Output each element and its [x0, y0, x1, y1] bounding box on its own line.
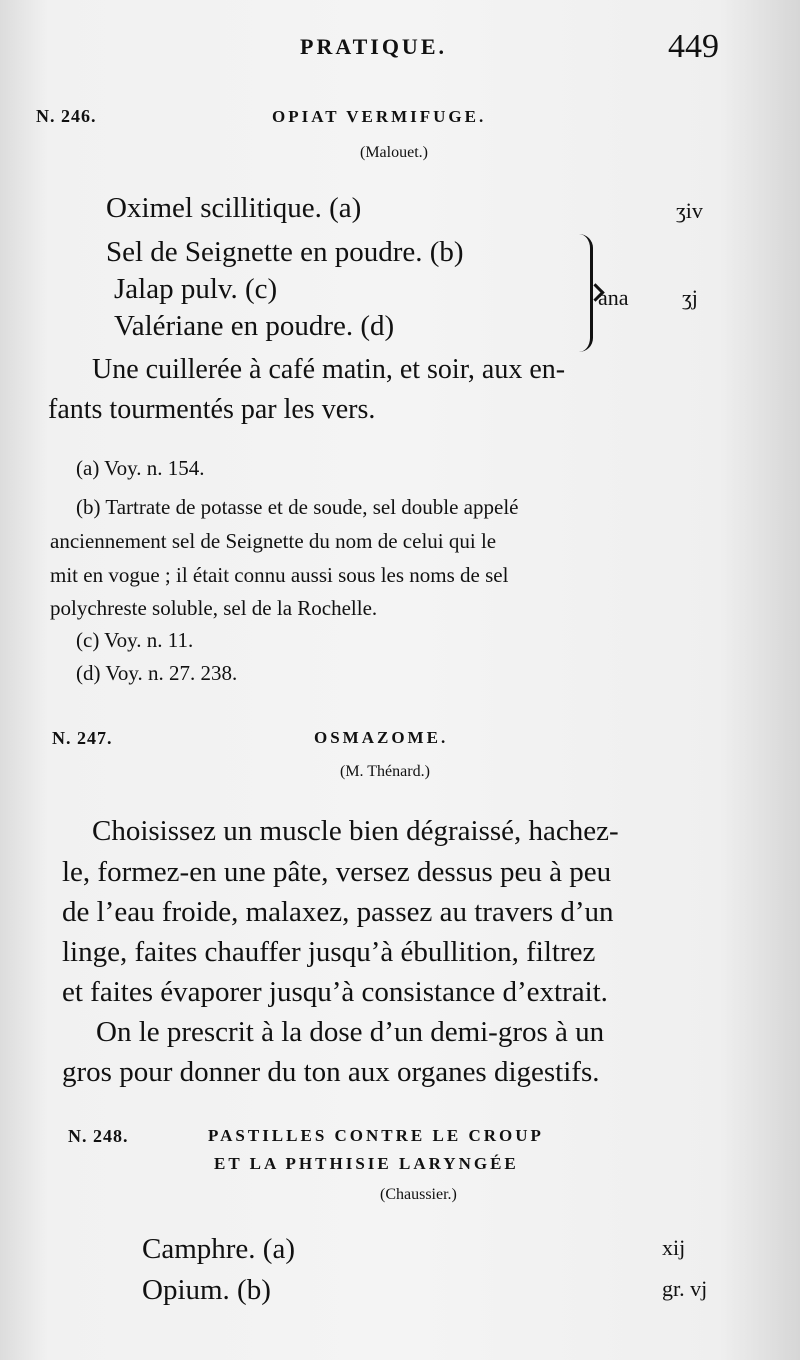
instruction-line: fants tourmentés par les vers. [48, 394, 376, 425]
text-line: Choisissez un muscle bien dégraissé, hachez- [92, 815, 619, 847]
ingredient-line: Opium. (b) [142, 1274, 271, 1306]
recipe-author-248: (Chaussier.) [380, 1186, 457, 1203]
ingredient-quantity: xij [662, 1235, 686, 1260]
text-line: On le prescrit à la dose d’un demi-gros à un [96, 1016, 605, 1048]
text-line: linge, faites chauffer jusqu’à ébullition, filtrez [62, 936, 596, 968]
ana-quantity: ʒj [682, 285, 698, 310]
running-title: PRATIQUE. [300, 34, 447, 59]
ingredient-quantity: gr. vj [662, 1276, 708, 1301]
footnote-line: (b) Tartrate de potasse et de soude, sel double appelé [76, 495, 519, 519]
ingredient-line: Oximel scillitique. (a) [106, 192, 362, 224]
ingredient-quantity: ʒiv [676, 198, 703, 223]
recipe-title-248-line1: PASTILLES CONTRE LE CROUP [208, 1126, 544, 1145]
recipe-title-246: OPIAT VERMIFUGE. [272, 107, 487, 126]
recipe-number-247: N. 247. [52, 728, 113, 748]
recipe-title-248-line2: ET LA PHTHISIE LARYNGÉE [214, 1154, 519, 1173]
grouping-brace [576, 234, 593, 352]
ingredient-line: Camphre. (a) [142, 1233, 295, 1265]
ana-label: ana [598, 285, 629, 310]
page-number: 449 [668, 28, 719, 65]
text-line: le, formez-en une pâte, versez dessus peu à peu [62, 856, 612, 888]
recipe-author-246: (Malouet.) [360, 144, 428, 161]
text-line: et faites évaporer jusqu’à consistance d’extrait. [62, 976, 608, 1008]
footnote-line: (d) Voy. n. 27. 238. [76, 661, 238, 685]
footnote-line: polychreste soluble, sel de la Rochelle. [50, 596, 378, 620]
ingredient-line: Valériane en poudre. (d) [114, 310, 395, 342]
ingredient-line: Sel de Seignette en poudre. (b) [106, 236, 464, 268]
footnote-line: anciennement sel de Seignette du nom de celui qui le [50, 529, 497, 553]
instruction-line: Une cuillerée à café matin, et soir, aux en- [92, 354, 566, 385]
recipe-title-247: OSMAZOME. [314, 728, 449, 747]
ingredient-line: Jalap pulv. (c) [114, 273, 278, 305]
recipe-number-246: N. 246. [36, 106, 97, 126]
footnote-line: (a) Voy. n. 154. [76, 456, 205, 480]
text-line: de l’eau froide, malaxez, passez au travers d’un [62, 896, 614, 928]
recipe-number-248: N. 248. [68, 1126, 129, 1146]
footnote-line: mit en vogue ; il était connu aussi sous les noms de sel [50, 563, 509, 587]
recipe-author-247: (M. Thénard.) [340, 763, 430, 780]
text-line: gros pour donner du ton aux organes digestifs. [62, 1056, 600, 1088]
footnote-line: (c) Voy. n. 11. [76, 628, 194, 652]
